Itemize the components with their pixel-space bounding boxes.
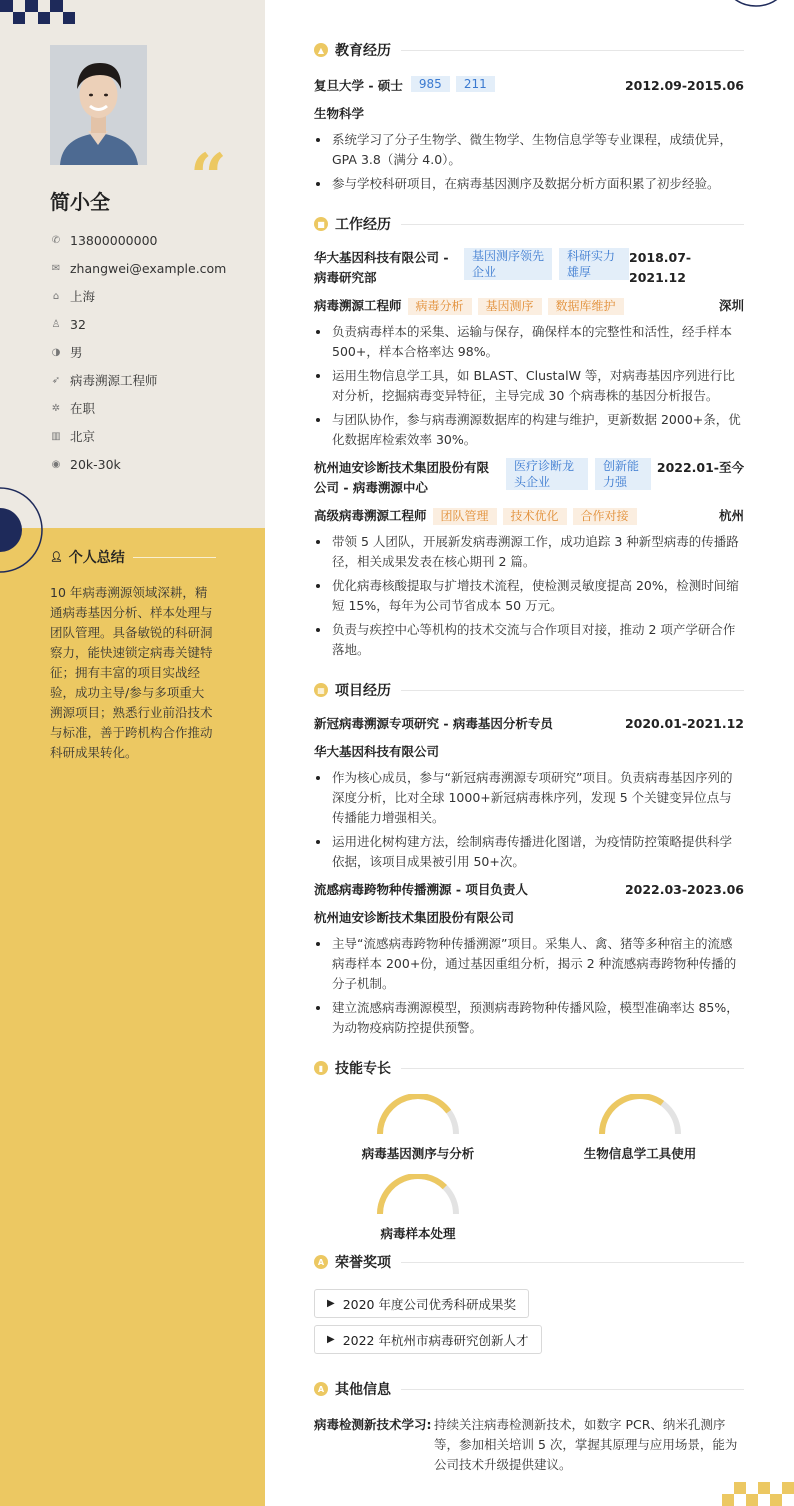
project-bullets: [314, 768, 744, 872]
project-org: 杭州迪安诊断技术集团股份有限公司: [314, 910, 515, 925]
skill-name: 生物信息学工具使用: [583, 1146, 697, 1161]
skill-gauge-arc: [376, 1174, 460, 1216]
work-heading: [314, 212, 744, 236]
job-entry-head: [314, 458, 744, 498]
job-city: 深圳: [718, 298, 744, 313]
project-name: 新冠病毒溯源专项研究 - 病毒基因分析专员: [314, 716, 553, 731]
projects-heading: [314, 678, 744, 702]
summary-heading: [50, 547, 216, 567]
gender-value: 男: [70, 345, 83, 360]
info-status: [50, 394, 226, 422]
education-entry-head: [314, 76, 744, 96]
city-value: 北京: [70, 429, 96, 444]
phone-value[interactable]: 13800000000: [70, 232, 158, 248]
position-icon: ➶: [51, 374, 61, 386]
major: [314, 104, 744, 124]
age-icon: ♙: [51, 318, 61, 330]
job-city: 杭州: [718, 508, 744, 523]
triangle-right-icon: ▶: [327, 1334, 335, 1345]
other-title: 其他信息: [335, 1382, 391, 1398]
role-tag: 数据库维护: [548, 298, 624, 315]
awards-heading: [314, 1250, 744, 1274]
quote-mark-decoration: “: [190, 140, 219, 215]
skill-gauge-arc: [598, 1094, 682, 1136]
job-bullets: [314, 532, 744, 660]
skills-heading: [314, 1056, 744, 1080]
skill-gauge: [348, 1094, 488, 1162]
other-value: 持续关注病毒检测新技术，如数字 PCR、纳米孔测序等，参加相关培训 5 次，掌握其原理与应用场景，能为公司技术升级提供建议。: [434, 1417, 738, 1472]
project-entry: [314, 714, 744, 872]
profile-name: 简小全: [50, 190, 110, 214]
age-value: 32: [70, 316, 86, 332]
info-age: [50, 310, 226, 338]
list-item: 优化病毒核酸提取与扩增技术流程，使检测灵敏度提高 20%，检测时间缩短 15%，每年为公司节省成本 50 万元。: [314, 576, 744, 616]
info-icon: A: [314, 1382, 328, 1396]
job-bullets: [314, 322, 744, 450]
skills-list: [314, 1080, 744, 1250]
education-tag: 985: [411, 76, 450, 92]
project-date: 2022.03-2023.06: [624, 882, 744, 897]
checker-decoration-bottom: [722, 1482, 794, 1506]
skill-gauge-arc: [376, 1094, 460, 1136]
phone-icon: ✆: [51, 234, 61, 246]
other-heading: [314, 1377, 744, 1401]
gender-icon: ◑: [51, 346, 61, 358]
summary-text: 10 年病毒溯源领域深耕，精通病毒基因分析、样本处理与团队管理。具备敏锐的科研洞察力，能快速锁定病毒关键特征；拥有丰富的项目实战经验，成功主导/参与多项重大溯源项目；熟悉行业前沿技术与标准，善于跨机构合作推动科研成果转化。: [50, 585, 213, 760]
job-role-row: [314, 296, 744, 316]
summary-title: 个人总结: [68, 550, 125, 566]
email-value[interactable]: zhangwei@example.com: [70, 260, 227, 276]
project-entry-head: [314, 714, 744, 734]
education-bullets: [314, 130, 744, 194]
section-divider: [401, 50, 744, 51]
skill-name: 病毒基因测序与分析: [361, 1146, 475, 1161]
list-item: 与团队协作，参与病毒溯源数据库的构建与维护，更新数据 2000+条，优化数据库检索效率 30%。: [314, 410, 744, 450]
project-org: 华大基因科技有限公司: [314, 744, 440, 759]
award-label: 2020 年度公司优秀科研成果奖: [342, 1296, 516, 1312]
school-name: 复旦大学 - 硕士: [314, 78, 403, 93]
avatar-photo: [50, 45, 147, 165]
info-salary: [50, 450, 226, 478]
company-tag: 基因测序领先企业: [464, 248, 552, 280]
ring-decoration-left: [0, 485, 46, 575]
awards-list: [314, 1289, 744, 1361]
email-icon: ✉: [51, 262, 61, 274]
briefcase-icon: ■: [314, 217, 328, 231]
list-item: 作为核心成员，参与“新冠病毒溯源专项研究”项目。负责病毒基因序列的深度分析，比对全球 1000+新冠病毒株序列，发现 5 个关键变异位点与传播能力增强相关。: [314, 768, 744, 828]
company-name: 华大基因科技有限公司 - 病毒研究部: [314, 250, 449, 285]
summary-divider: [133, 557, 216, 558]
triangle-right-icon: ▶: [327, 1298, 335, 1309]
home-icon: ⌂: [52, 290, 60, 302]
project-name: 流感病毒跨物种传播溯源 - 项目负责人: [314, 882, 528, 897]
section-divider: [401, 690, 744, 691]
education-tag: 211: [456, 76, 495, 92]
major-text: 生物科学: [314, 106, 365, 121]
job-entry: [314, 248, 744, 450]
project-icon: ▦: [314, 683, 328, 697]
role-tag: 团队管理: [433, 508, 497, 525]
salary-icon: ◉: [51, 458, 61, 470]
job-role: 病毒溯源工程师: [314, 298, 402, 313]
role-tag: 技术优化: [503, 508, 567, 525]
project-bullets: [314, 934, 744, 1038]
education-heading: [314, 38, 744, 62]
list-item: 运用生物信息学工具，如 BLAST、ClustalW 等，对病毒基因序列进行比对分析，挖掘病毒变异特征，主导完成 30 个病毒株的基因分析报告。: [314, 366, 744, 406]
project-entry-head: [314, 880, 744, 900]
job-date: 2018.07-2021.12: [629, 250, 692, 285]
education-title: 教育经历: [335, 43, 391, 59]
info-gender: [50, 338, 226, 366]
job-entry-head: [314, 248, 744, 288]
list-item: 负责病毒样本的采集、运输与保存，确保样本的完整性和活性，经手样本 500+，样本合格率达 98%。: [314, 322, 744, 362]
project-org-row: [314, 742, 744, 762]
list-item: 主导“流感病毒跨物种传播溯源”项目。采集人、禽、猪等多种宿主的流感病毒样本 200+份，通过基因重组分析，揭示 2 种流感病毒跨物种传播的分子机制。: [314, 934, 744, 994]
skill-name: 病毒样本处理: [380, 1226, 456, 1241]
list-item: 运用进化树构建方法，绘制病毒传播进化图谱，为疫情防控策略提供科学依据，该项目成果被引用 50+次。: [314, 832, 744, 872]
project-date: 2020.01-2021.12: [624, 716, 744, 731]
skill-gauge: [570, 1094, 710, 1162]
info-phone: [50, 226, 226, 254]
company-name: 杭州迪安诊断技术集团股份有限公司 - 病毒溯源中心: [314, 460, 490, 495]
job-role-row: [314, 506, 744, 526]
company-tag: 创新能力强: [595, 458, 651, 490]
location-value: 上海: [70, 289, 96, 304]
checker-decoration: [0, 0, 75, 24]
other-key: 病毒检测新技术学习:: [314, 1417, 432, 1432]
salary-value: 20k-30k: [70, 456, 121, 472]
company-tag: 医疗诊断龙头企业: [506, 458, 588, 490]
info-email: [50, 254, 226, 282]
status-icon: ✲: [51, 402, 61, 414]
position-value: 病毒溯源工程师: [70, 373, 158, 388]
other-item: [314, 1415, 744, 1475]
role-tag: 合作对接: [573, 508, 637, 525]
job-entry: [314, 458, 744, 660]
list-item: 负责与疾控中心等机构的技术交流与合作项目对接，推动 2 项产学研合作落地。: [314, 620, 744, 660]
main-content: [314, 38, 744, 1475]
city-icon: ▥: [51, 430, 61, 442]
section-divider: [401, 1068, 744, 1069]
projects-title: 项目经历: [335, 683, 391, 699]
user-icon: 👤︎: [50, 551, 63, 563]
section-divider: [401, 1389, 744, 1390]
award-label: 2022 年杭州市病毒研究创新人才: [342, 1332, 529, 1348]
info-city: [50, 422, 226, 450]
graduation-cap-icon: ▲: [314, 43, 328, 57]
section-divider: [401, 1262, 744, 1263]
contact-info-list: [50, 226, 226, 478]
skills-title: 技能专长: [335, 1061, 391, 1077]
skill-gauge: [348, 1174, 488, 1242]
education-date: 2012.09-2015.06: [624, 78, 744, 93]
section-divider: [401, 224, 744, 225]
ring-decoration-top: [718, 0, 794, 38]
project-org-row: [314, 908, 744, 928]
info-position: [50, 366, 226, 394]
role-tag: 基因测序: [478, 298, 542, 315]
award-icon: A: [314, 1255, 328, 1269]
status-value: 在职: [70, 401, 96, 416]
list-item: 系统学习了分子生物学、微生物学、生物信息学等专业课程，成绩优异，GPA 3.8（满分 4.0）。: [314, 130, 744, 170]
awards-title: 荣誉奖项: [335, 1255, 391, 1271]
info-location: [50, 282, 226, 310]
award-item[interactable]: [314, 1325, 542, 1354]
list-item: 参与学校科研项目，在病毒基因测序及数据分析方面积累了初步经验。: [314, 174, 744, 194]
work-title: 工作经历: [335, 217, 391, 233]
chart-icon: ▮: [314, 1061, 328, 1075]
list-item: 建立流感病毒溯源模型，预测病毒跨物种传播风险，模型准确率达 85%，为动物疫病防控提供预警。: [314, 998, 744, 1038]
job-date: 2022.01-至今: [656, 460, 744, 475]
role-tag: 病毒分析: [408, 298, 472, 315]
list-item: 带领 5 人团队，开展新发病毒溯源工作，成功追踪 3 种新型病毒的传播路径，相关成果发表在核心期刊 2 篇。: [314, 532, 744, 572]
award-item[interactable]: [314, 1289, 529, 1318]
job-role: 高级病毒溯源工程师: [314, 508, 427, 523]
project-entry: [314, 880, 744, 1038]
company-tag: 科研实力雄厚: [559, 248, 629, 280]
